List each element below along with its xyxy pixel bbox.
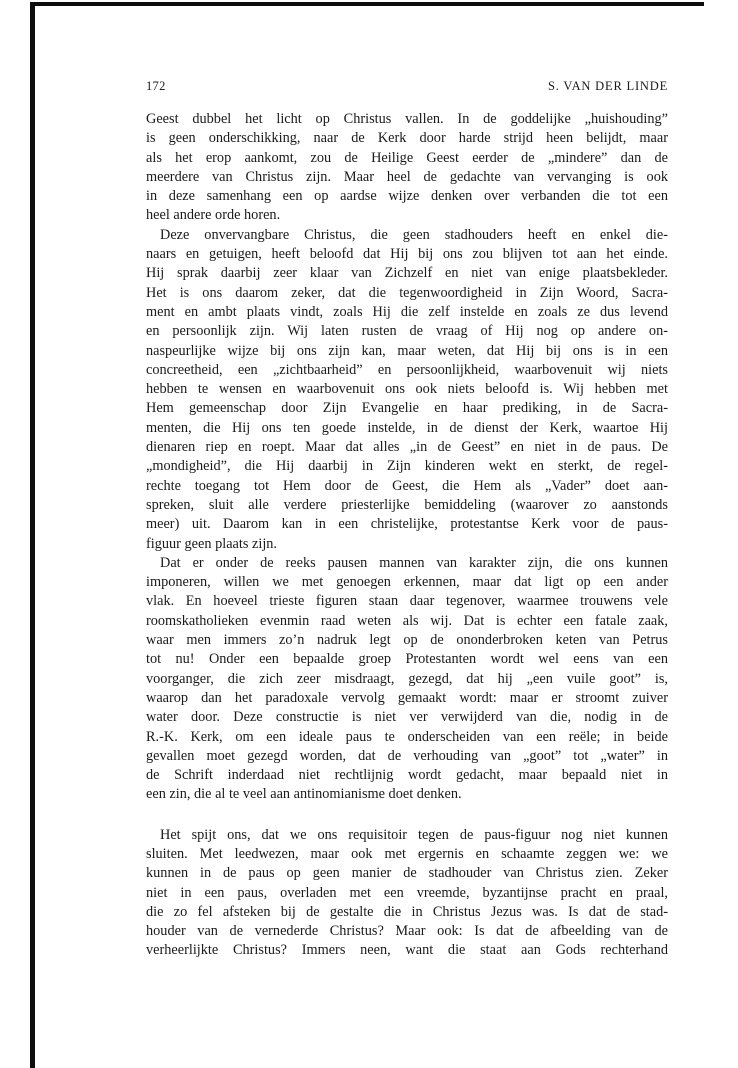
text-line: waarop dan het paradoxale vervolg gemaakt wordt: maar er stroomt zuiver — [146, 689, 668, 706]
text-line: water door. Deze constructie is niet ver verwijderd van die, nodig in de — [146, 709, 668, 726]
text-line: en persoonlijk zijn. Wij laten rusten de vraag of Hij nog op andere on- — [146, 323, 668, 340]
body-text — [146, 110, 668, 961]
text-line: gevallen moet gezegd worden, dat de verhouding van „goot” tot „water” in — [146, 747, 668, 764]
text-line: in deze samenhang een op aardse wijze denken over verbanden die tot een — [146, 188, 668, 205]
text-line: spreken, sluit alle verdere priesterlijke bemiddeling (waarover zo aanstonds — [146, 496, 668, 513]
text-line: „mondigheid”, die Hij daarbij in Zijn kinderen wekt en sterkt, de regel- — [146, 458, 668, 475]
text-line: verheerlijkte Christus? Immers neen, want die staat aan Gods rechterhand — [146, 942, 668, 959]
text-line: Hij sprak daarbij zeer klaar van Zichzelf en niet van enige plaatsbekleder. — [146, 265, 668, 282]
text-line: imponeren, willen we met genoegen erkennen, maar dat ligt op een ander — [146, 574, 668, 591]
page-header — [146, 79, 668, 97]
text-line: dienaren riep en roept. Maar dat alles „in de Geest” en niet in de paus. De — [146, 439, 668, 456]
text-line: kunnen in de paus op geen manier de stadhouder van Christus zien. Zeker — [146, 865, 668, 882]
text-line: menten, die Hij ons ten goede instelde, in de dienst der Kerk, waartoe Hij — [146, 419, 668, 436]
paragraph — [146, 226, 668, 554]
text-line: tot nu! Onder een bepaalde groep Protestanten wordt wel eens van een — [146, 651, 668, 668]
text-line: de Schrift inderdaad niet rechtlijnig wordt gedacht, maar bepaald niet in — [146, 767, 668, 784]
text-line: een zin, die al te veel aan antinomianisme doet denken. — [146, 786, 462, 803]
text-line: meer) uit. Daarom kan in een christelijke, protestantse Kerk voor de paus- — [146, 516, 668, 533]
text-line: heel andere orde horen. — [146, 207, 281, 224]
paragraph — [146, 826, 668, 961]
text-line: naars en getuigen, heeft beloofd dat Hij bij ons zou blijven tot aan het einde. — [146, 246, 668, 263]
text-line: als het erop aankomt, zou de Heilige Geest eerder de „mindere” dan de — [146, 149, 668, 166]
text-line: Dat er onder de reeks pausen mannen van karakter zijn, die ons kunnen — [160, 554, 668, 571]
running-head: S. VAN DER LINDE — [548, 79, 668, 93]
text-line: concreetheid, een „zichtbaarheid” en persoonlijkheid, waarbovenuit wij niets — [146, 361, 668, 378]
text-line: sluiten. Met leedwezen, maar ook met ergernis en schaamte zeggen we: we — [146, 845, 668, 862]
text-line: waar men immers zo’n nadruk legt op de ononderbroken keten van Petrus — [146, 632, 668, 649]
paragraph — [146, 554, 668, 805]
page-number: 172 — [146, 79, 166, 93]
text-line: roomskatholieken evenmin raad weten als wij. Dat is echter een fatale zaak, — [146, 612, 668, 629]
text-line: ment en ambt plaats vindt, zoals Hij die zelf instelde en zoals ze dus levend — [146, 303, 668, 320]
text-line: rechte toegang tot Hem door de Geest, die Hem als „Vader” doet aan- — [146, 477, 668, 494]
text-line: hebben te wensen en waarbovenuit ons ook niets beloofd is. Wij hebben met — [146, 381, 668, 398]
text-line: figuur geen plaats zijn. — [146, 535, 278, 552]
text-line: vlak. En hoeveel trieste figuren staan daar tegenover, waarmee trouwens vele — [146, 593, 668, 610]
paragraph — [146, 110, 668, 226]
text-line: die zo fel afsteken bij de gestalte die in Christus Jezus was. Is dat de stad- — [146, 903, 668, 920]
text-line: Hem gemeenschap door Zijn Evangelie en haar prediking, in de Sacra- — [146, 400, 668, 417]
text-line: naspeurlijke wijze bij ons zijn kan, maar weten, dat Hij bij ons is in een — [146, 342, 668, 359]
text-line: meerdere van Christus zijn. Maar heel de gedachte van vervanging is ook — [146, 168, 668, 185]
section-break — [146, 805, 668, 826]
scan-border-left — [30, 2, 35, 1068]
text-line: is geen onderschikking, naar de Kerk door harde strijd heen belijdt, maar — [146, 130, 668, 147]
text-line: Deze onvervangbare Christus, die geen stadhouders heeft en enkel die- — [160, 226, 668, 243]
text-line: voorganger, die zich zeer misdraagt, gezegd, dat hij „een vuile goot” is, — [146, 670, 668, 687]
text-line: houder van de vernederde Christus? Maar ook: Is dat de afbeelding van de — [146, 923, 668, 940]
text-line: Geest dubbel het licht op Christus vallen. In de goddelijke „huishouding” — [146, 111, 668, 127]
scan-border-top — [34, 2, 704, 6]
text-line: R.-K. Kerk, om een ideale paus te onderscheiden van een reële; in beide — [146, 728, 668, 745]
text-line: Het spijt ons, dat we ons requisitoir tegen de paus-figuur nog niet kunnen — [160, 826, 668, 843]
text-line: niet in een paus, overladen met een vreemde, byzantijnse pracht en praal, — [146, 884, 668, 901]
text-line: Het is ons daarom zeker, dat die tegenwoordigheid in Zijn Woord, Sacra- — [146, 284, 668, 301]
